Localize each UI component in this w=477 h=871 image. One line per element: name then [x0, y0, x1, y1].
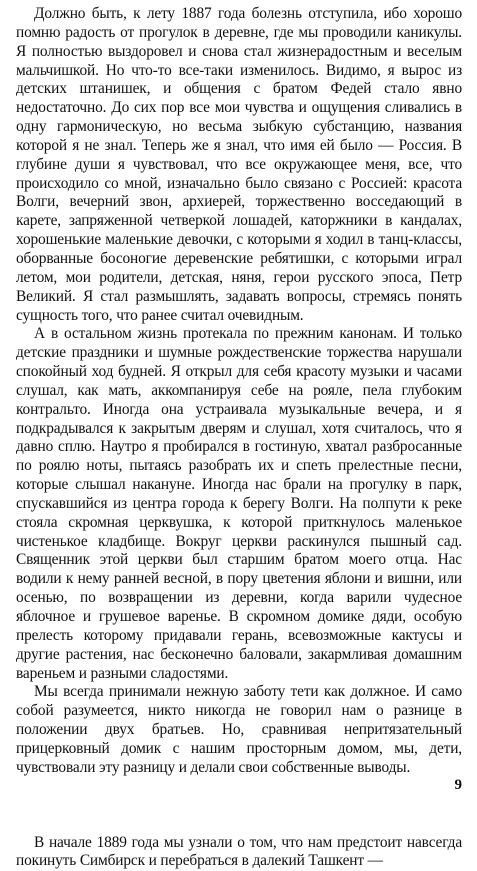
- paragraph-1: Должно быть, к лету 1887 года болезнь отступила, ибо хорошо помню радость от прогулок в деревне, где мы проводили каникулы. Я полностью выздоровел и снова стал жизнерадостным и веселым мальчишкой. Но что-то все-таки изменилось. Видимо, я вырос из детских штанишек, и общения с братом Федей стало явно недостаточно. До сих пор все мои чувства и ощущения сливались в одну гармоническую, но весьма зыбкую субстанцию, названия которой я не знал. Теперь же я знал, что имя ей было — Россия. В глубине души я чувствовал, что все окружающее меня, все, что происходило со мной, изначально было связано с Россией: красота Волги, вечерний звон, архиерей, торжественно восседающий в карете, запряженной четверкой лошадей, каторжники в кандалах, хорошенькие маленькие девочки, с которыми я ходил в танц-классы, оборванные босоногие деревенские ребятишки, с которыми играл летом, мои родители, детская, няня, герои русского эпоса, Петр Великий. Я стал размышлять, задавать вопросы, стремясь понять сущность того, что ранее считал очевидным.: [16, 5, 462, 324]
- paragraph-2: А в остальном жизнь протекала по прежним канонам. И только детские праздники и шумные рождественские торжества нарушали спокойный ход будней. Я открыл для себя красоту музыки и часами слушал, как мать, аккомпанируя себе на рояле, пела глубоким контральто. Иногда она устраивала музыкальные вечера, и я подкрадывался к закрытым дверям и слушал, хотя считалось, что я давно сплю. Наутро я пробирался в гостиную, хватал разбросанные по роялю ноты, пытаясь разобрать их и спеть прелестные песни, которые слышал накануне. Иногда нас брали на прогулку в парк, спускавшийся из центра города к берегу Волги. На полпути к реке стояла скромная церквушка, к которой приткнулось маленькое чистенькое кладбище. Вокруг церкви раскинулся пышный сад. Священник этой церкви был старшим братом моего отца. Нас водили к нему ранней весной, в пору цветения яблони и вишни, или осенью, по возвращении из деревни, когда варили чудесное яблочное и грушевое варенье. В скромном домике дяди, особую прелесть которому придавали герань, всевозможные кактусы и другие растения, нас бесконечно баловали, закармливая домашним вареньем и разными сладостями.: [16, 325, 462, 682]
- paragraph-3: Мы всегда принимали нежную заботу тети как должное. И само собой разумеется, никто никогда не говорил нам о разнице в положении двух братьев. Но, сравнивая непритязательный прицерковный домик с нашим просторным домом, мы, дети, чувствовали эту разницу и делали свои собственные выводы.: [16, 683, 462, 776]
- paragraph-4: В начале 1889 года мы узнали о том, что нам предстоит навсегда покинуть Симбирск и перебраться в далекий Ташкент —: [16, 833, 462, 870]
- page-number: 9: [454, 777, 462, 793]
- page-text-block: [16, 5, 462, 871]
- section-gap: [16, 778, 462, 834]
